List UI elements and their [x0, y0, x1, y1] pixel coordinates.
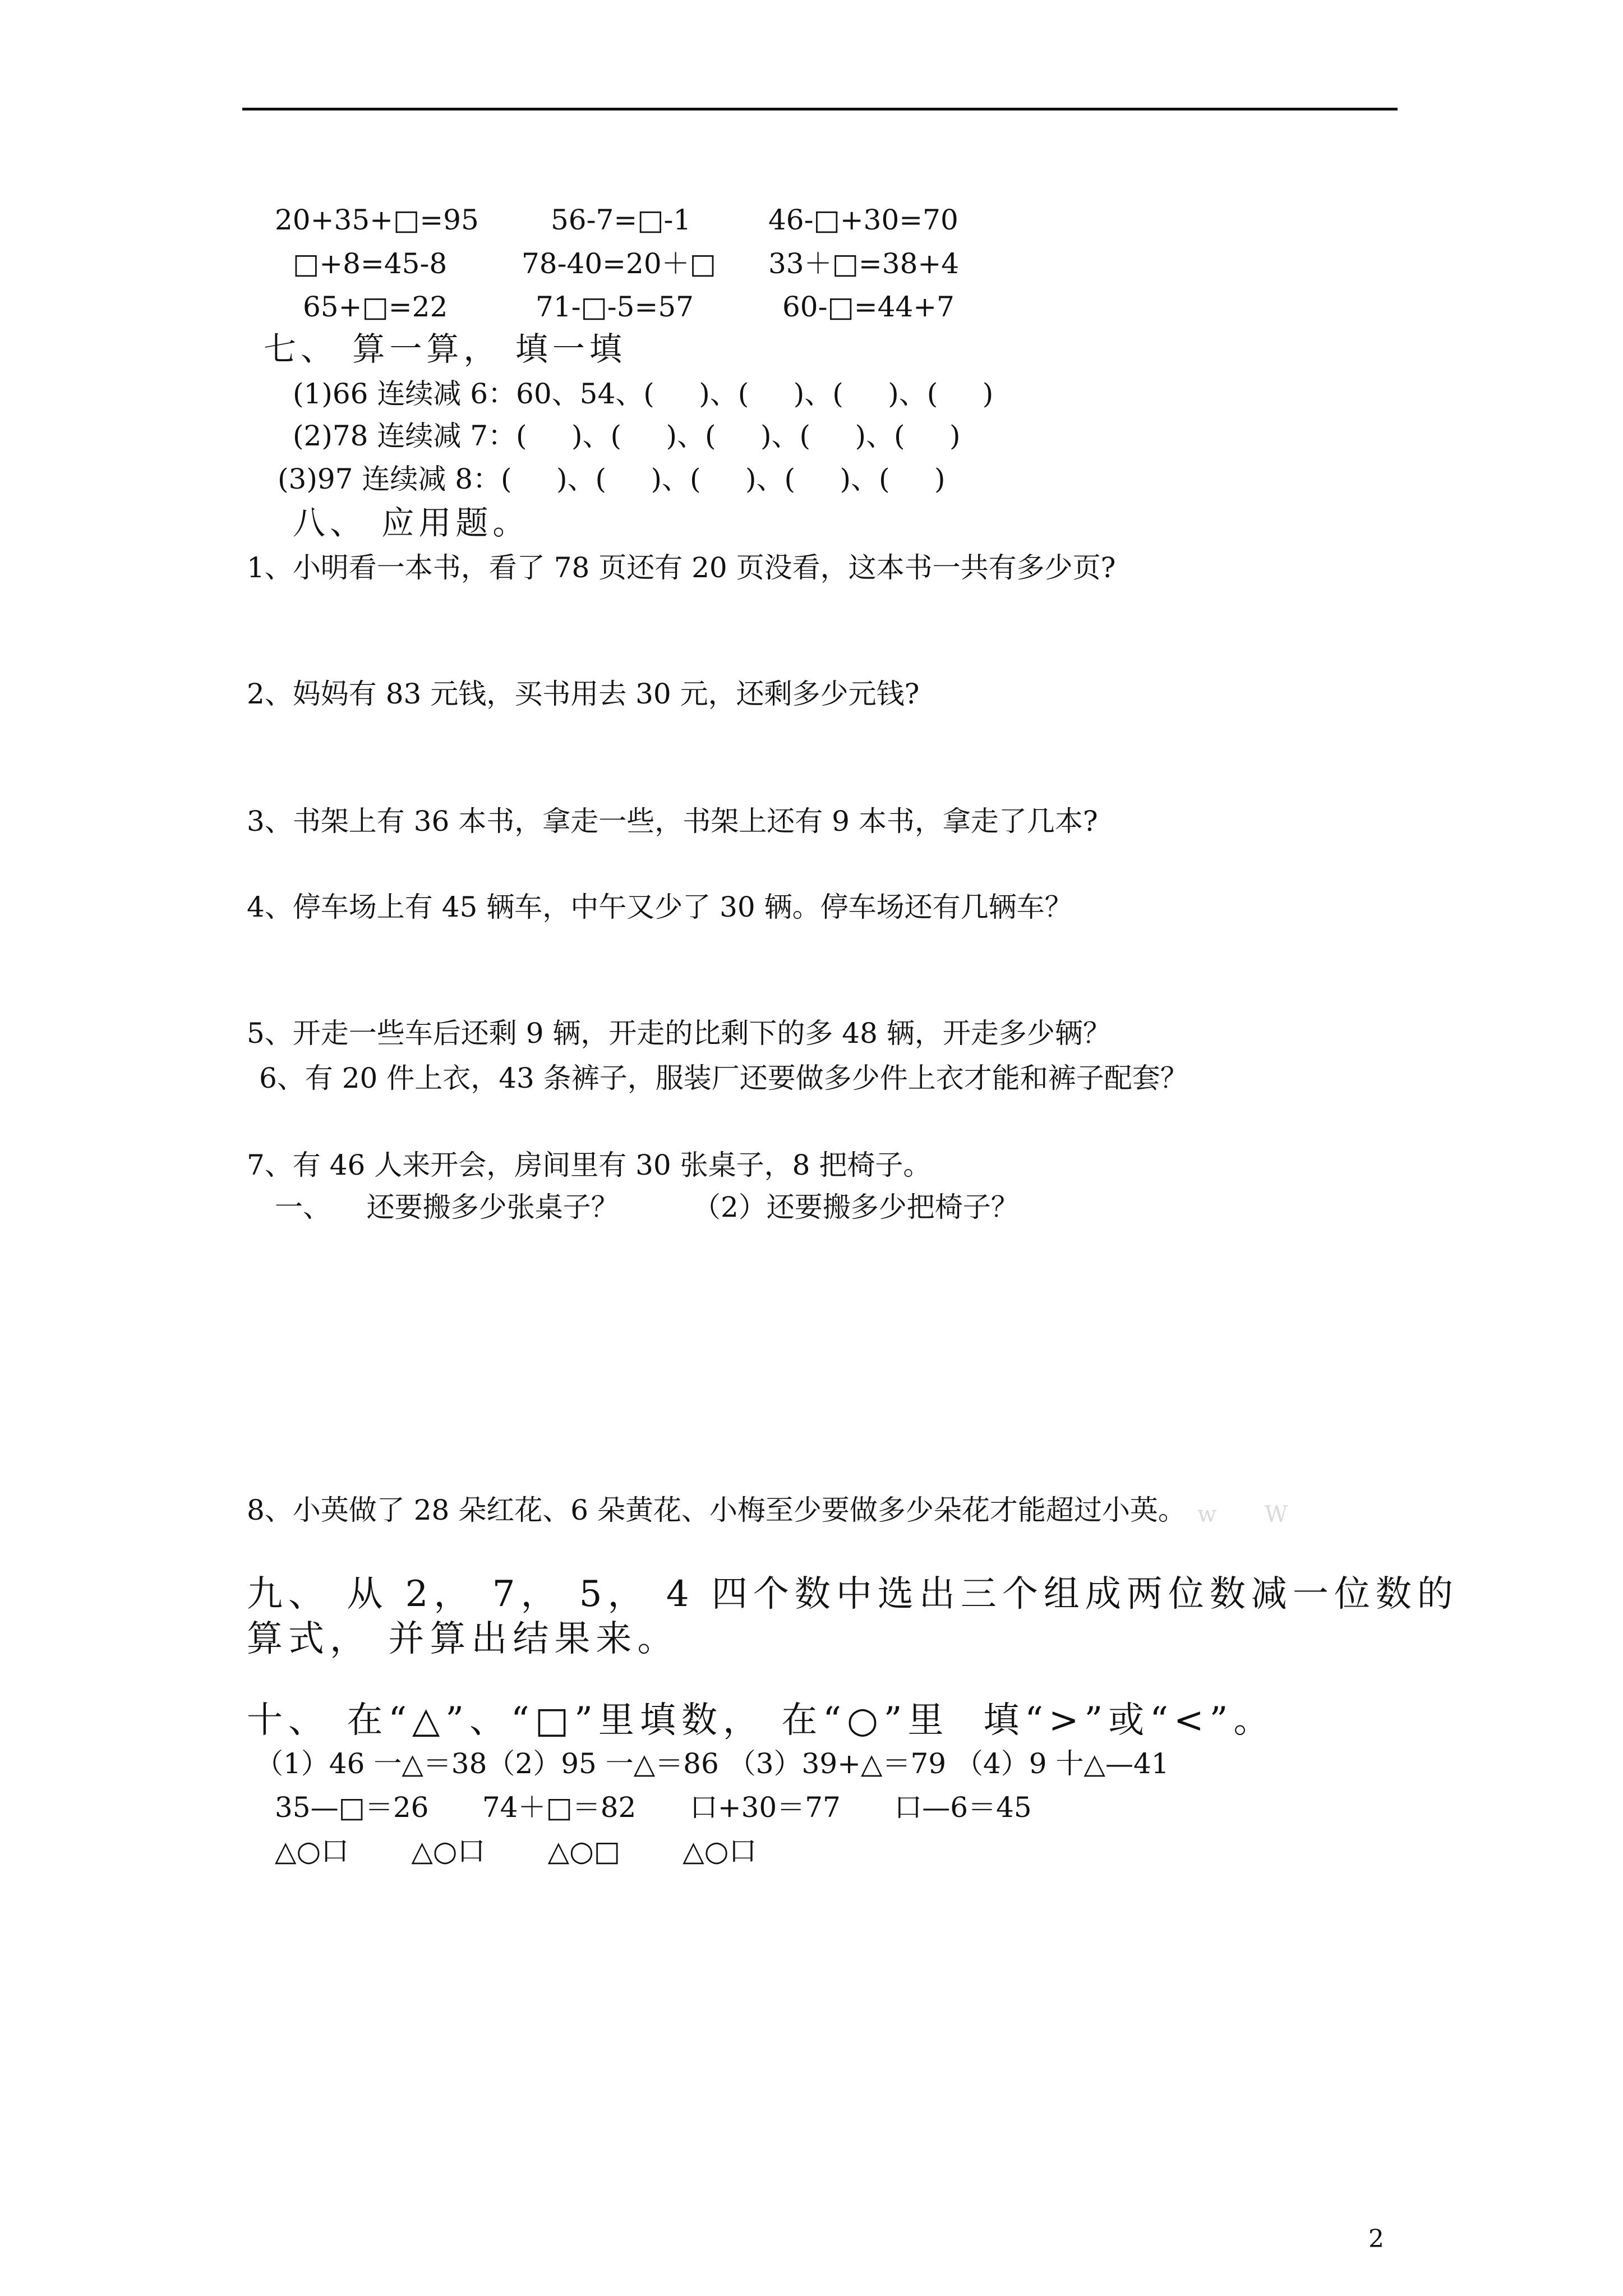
word-problem-7: 7、有 46 人来开会，房间里有 30 张桌子，8 把椅子。: [247, 1149, 932, 1181]
sequence-item: (2)78 连续减 7：( )、( )、( )、( )、( ): [293, 420, 961, 452]
section-9-line-1: 九、 从 2， 7， 5， 4 四个数中选出三个组成两位数减一位数的: [247, 1573, 1459, 1615]
page-number: 2: [1368, 2225, 1384, 2253]
word-problem-7-part-2: （2）还要搬多少把椅子？: [693, 1191, 1019, 1223]
equation: □+8=45-8: [293, 247, 448, 280]
fill-in-row-2: 35—□＝26 74＋□＝82 口+30＝77 口—6＝45: [275, 1791, 1032, 1824]
watermark-mark: W: [1265, 1502, 1288, 1527]
compare-row: △○口 △○口 △○□ △○口: [275, 1835, 757, 1867]
word-problem-8: 8、小英做了 28 朵红花、6 朵黄花、小梅至少要做多少朵花才能超过小英。: [247, 1494, 1186, 1526]
equation: 56-7=□-1: [551, 204, 691, 236]
section-10-title: 十、 在“△”、“□”里填数， 在“○”里 填“>”或“<”。: [247, 1700, 1275, 1741]
word-problem-3: 3、书架上有 36 本书，拿走一些，书架上还有 9 本书，拿走了几本?: [247, 805, 1098, 838]
section-7-title: 七、 算一算， 填一填: [264, 330, 626, 368]
equation: 65+□=22: [303, 291, 448, 323]
word-problem-2: 2、妈妈有 83 元钱，买书用去 30 元，还剩多少元钱?: [247, 678, 920, 710]
equation: 60-□=44+7: [782, 291, 955, 323]
word-problem-4: 4、停车场上有 45 辆车，中午又少了 30 辆。停车场还有几辆车？: [247, 891, 1073, 923]
equation: 33＋□=38+4: [768, 247, 960, 280]
word-problem-5: 5、开走一些车后还剩 9 辆，开走的比剩下的多 48 辆，开走多少辆？: [247, 1017, 1111, 1050]
equation: 46-□+30=70: [768, 204, 958, 236]
section-8-title: 八、 应用题。: [293, 504, 530, 542]
watermark-mark: w: [1197, 1502, 1217, 1527]
word-problem-6: 6、有 20 件上衣，43 条裤子，服装厂还要做多少件上衣才能和裤子配套？: [259, 1062, 1188, 1094]
fill-in-row-1: （1）46 一△＝38（2）95 一△＝86 （3）39+△＝79 （4）9 十△—41: [255, 1747, 1169, 1780]
word-problem-1: 1、小明看一本书，看了 78 页还有 20 页没看，这本书一共有多少页?: [247, 551, 1116, 584]
sequence-item: (1)66 连续减 6：60、54、( )、( )、( )、( ): [293, 378, 994, 410]
equation: 20+35+□=95: [275, 204, 479, 236]
equation: 71-□-5=57: [536, 291, 694, 323]
sequence-item: (3)97 连续减 8：( )、( )、( )、( )、( ): [278, 463, 946, 495]
word-problem-7-part-1: 一、 还要搬多少张桌子？: [275, 1191, 619, 1223]
equation: 78-40=20＋□: [522, 247, 716, 280]
header-rule: [242, 108, 1398, 111]
section-9-line-2: 算式， 并算出结果来。: [247, 1618, 679, 1660]
